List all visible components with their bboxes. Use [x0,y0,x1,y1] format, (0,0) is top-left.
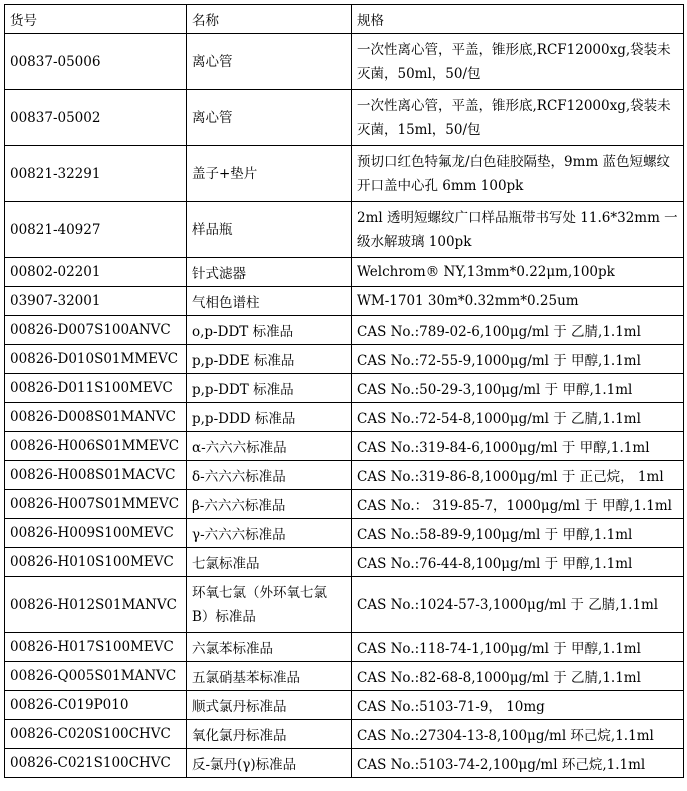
cell-code: 00826-D007S100ANVC [5,316,187,345]
table-row [5,90,684,146]
cell-name: α-六六六标准品 [187,432,352,461]
cell-code: 00826-Q005S01MANVC [5,662,187,691]
table-row [5,146,684,202]
cell-code: 00826-H009S100MEVC [5,519,187,548]
cell-spec: CAS No.:5103-74-2,100μg/ml 环己烷,1.1ml [352,749,684,778]
table-row [5,374,684,403]
cell-name: 氧化氯丹标准品 [187,720,352,749]
cell-name: p,p-DDT 标准品 [187,374,352,403]
cell-code: 00826-D010S01MMEVC [5,345,187,374]
table-row [5,662,684,691]
cell-name: o,p-DDT 标准品 [187,316,352,345]
header-spec: 规格 [352,5,684,34]
cell-spec: 一次性离心管，平盖，锥形底,RCF12000xg,袋装未灭菌，50ml，50/包 [352,34,684,90]
cell-name: 环氧七氯（外环氧七氯 B）标准品 [187,577,352,633]
cell-spec: CAS No.:5103-71-9， 10mg [352,691,684,720]
cell-spec: CAS No.:789-02-6,100μg/ml 于 乙腈,1.1ml [352,316,684,345]
cell-spec: CAS No.:118-74-1,100μg/ml 于 甲醇,1.1ml [352,633,684,662]
cell-code: 00821-40927 [5,202,187,258]
cell-spec: CAS No.:82-68-8,1000μg/ml 于 乙腈,1.1ml [352,662,684,691]
cell-name: β-六六六标准品 [187,490,352,519]
cell-name: δ-六六六标准品 [187,461,352,490]
cell-spec: CAS No.:319-84-6,1000μg/ml 于 甲醇,1.1ml [352,432,684,461]
cell-spec: CAS No.:58-89-9,100μg/ml 于 甲醇,1.1ml [352,519,684,548]
cell-name: 五氯硝基苯标准品 [187,662,352,691]
cell-code: 00837-05006 [5,34,187,90]
cell-spec: CAS No.:72-54-8,1000μg/ml 于 乙腈,1.1ml [352,403,684,432]
cell-name: 针式滤器 [187,258,352,287]
cell-name: 样品瓶 [187,202,352,258]
cell-code: 00826-H012S01MANVC [5,577,187,633]
cell-code: 00802-02201 [5,258,187,287]
table-row [5,403,684,432]
cell-code: 00826-C020S100CHVC [5,720,187,749]
cell-code: 00826-H007S01MMEVC [5,490,187,519]
cell-spec: WM-1701 30m*0.32mm*0.25um [352,287,684,316]
table-row [5,287,684,316]
table-row [5,577,684,633]
cell-name: γ-六六六标准品 [187,519,352,548]
table-row [5,691,684,720]
cell-code: 00826-D011S100MEVC [5,374,187,403]
table-row [5,490,684,519]
table-row [5,749,684,778]
cell-spec: CAS No.:1024-57-3,1000μg/ml 于 乙腈,1.1ml [352,577,684,633]
cell-name: p,p-DDD 标准品 [187,403,352,432]
header-row [5,5,684,34]
table-row [5,720,684,749]
table-row [5,34,684,90]
cell-name: 离心管 [187,34,352,90]
header-code: 货号 [5,5,187,34]
table-row [5,633,684,662]
header-name: 名称 [187,5,352,34]
table-row [5,432,684,461]
cell-spec: CAS No.:319-86-8,1000μg/ml 于 正己烷， 1ml [352,461,684,490]
table-row [5,258,684,287]
cell-code: 00826-H006S01MMEVC [5,432,187,461]
table-row [5,461,684,490]
table-row [5,316,684,345]
cell-name: 顺式氯丹标准品 [187,691,352,720]
cell-name: 离心管 [187,90,352,146]
cell-name: 七氯标准品 [187,548,352,577]
cell-code: 00826-D008S01MANVC [5,403,187,432]
cell-spec: Welchrom® NY,13mm*0.22μm,100pk [352,258,684,287]
table-row [5,548,684,577]
cell-code: 00837-05002 [5,90,187,146]
table-row [5,519,684,548]
cell-code: 00826-H010S100MEVC [5,548,187,577]
cell-code: 00821-32291 [5,146,187,202]
cell-code: 00826-C021S100CHVC [5,749,187,778]
table-row [5,202,684,258]
cell-name: 盖子+垫片 [187,146,352,202]
table-row [5,345,684,374]
cell-name: 六氯苯标准品 [187,633,352,662]
cell-code: 03907-32001 [5,287,187,316]
cell-spec: CAS No.:50-29-3,100μg/ml 于 甲醇,1.1ml [352,374,684,403]
cell-spec: 一次性离心管，平盖，锥形底,RCF12000xg,袋装未灭菌，15ml，50/包 [352,90,684,146]
cell-name: 反-氯丹(γ)标准品 [187,749,352,778]
cell-spec: CAS No.： 319-85-7，1000μg/ml 于 甲醇,1.1ml [352,490,684,519]
cell-spec: 2ml 透明短螺纹广口样品瓶带书写处 11.6*32mm 一级水解玻璃 100pk [352,202,684,258]
cell-code: 00826-H017S100MEVC [5,633,187,662]
cell-spec: CAS No.:76-44-8,100μg/ml 于 甲醇,1.1ml [352,548,684,577]
cell-spec: CAS No.:72-55-9,1000μg/ml 于 甲醇,1.1ml [352,345,684,374]
cell-code: 00826-C019P010 [5,691,187,720]
cell-name: 气相色谱柱 [187,287,352,316]
product-spec-table [4,4,684,778]
cell-spec: CAS No.:27304-13-8,100μg/ml 环己烷,1.1ml [352,720,684,749]
cell-name: p,p-DDE 标准品 [187,345,352,374]
cell-code: 00826-H008S01MACVC [5,461,187,490]
cell-spec: 预切口红色特氟龙/白色硅胶隔垫，9mm 蓝色短螺纹开口盖中心孔 6mm 100pk [352,146,684,202]
